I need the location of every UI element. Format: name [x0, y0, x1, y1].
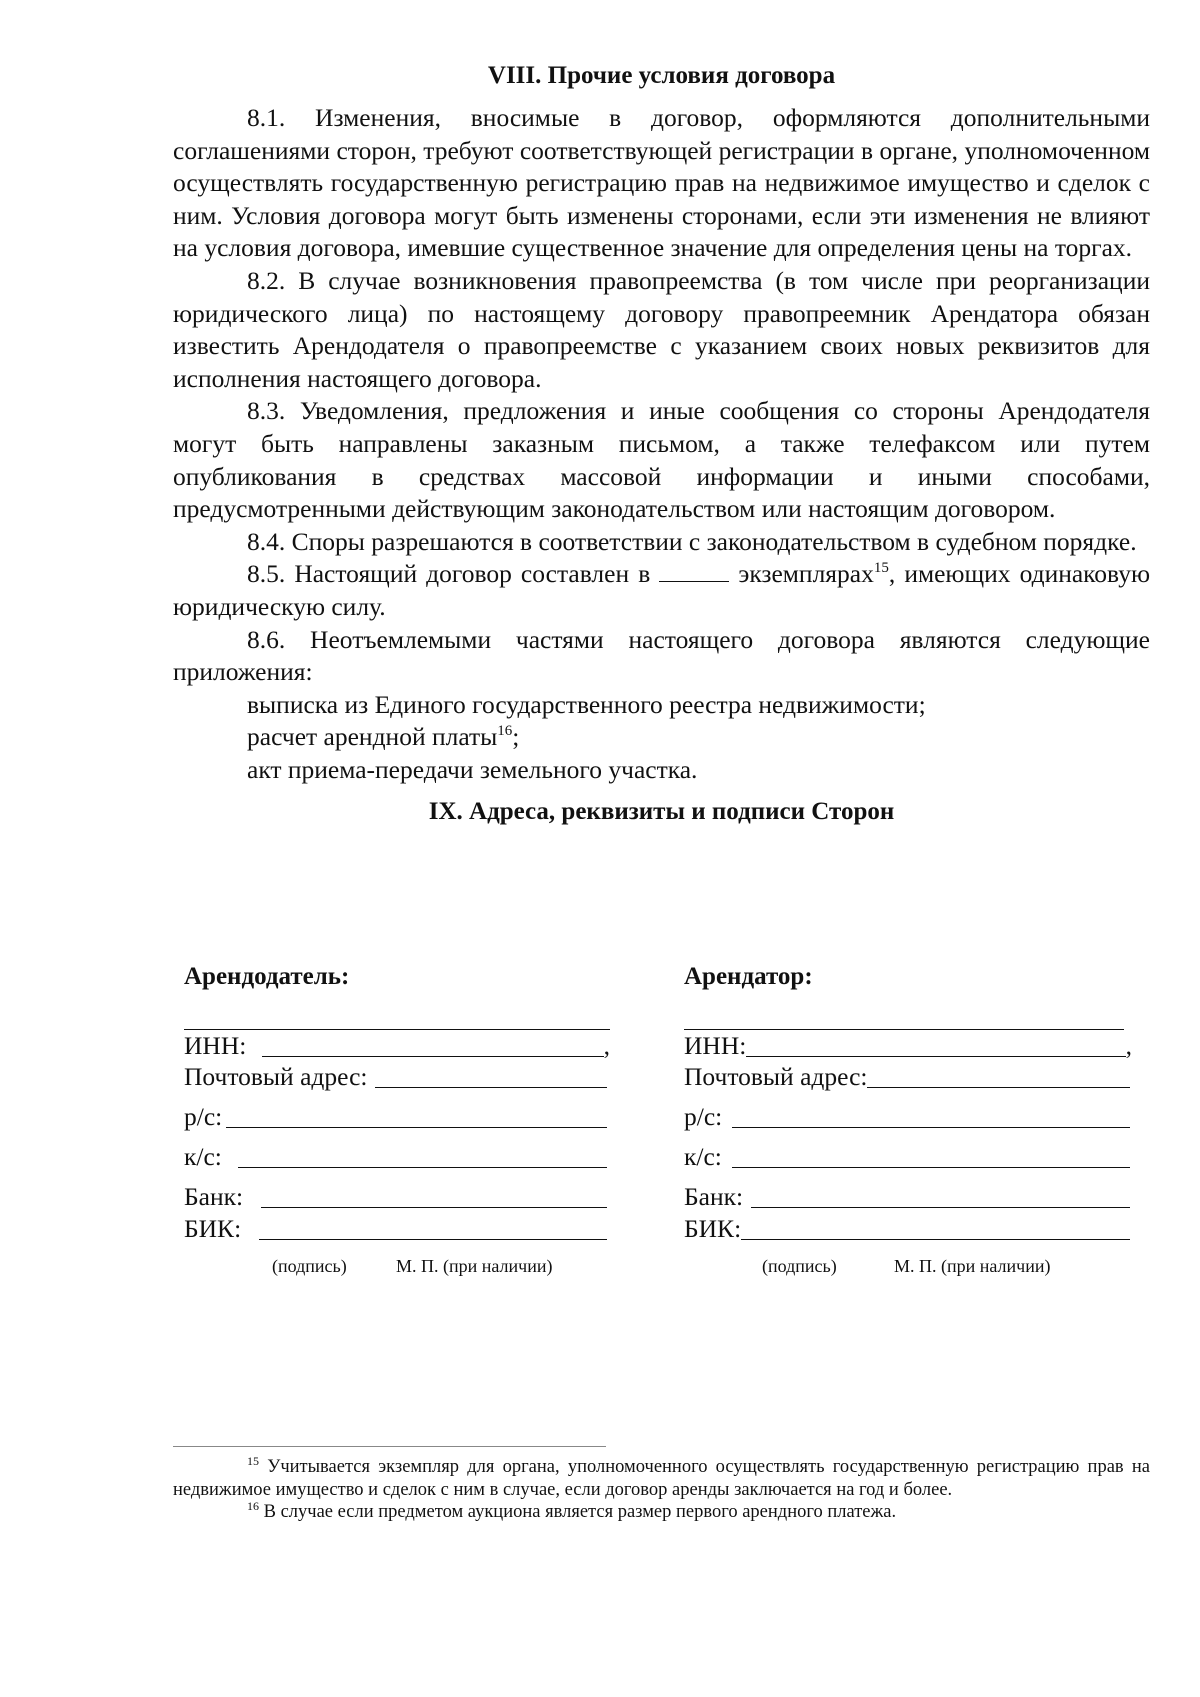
clause-8-4: 8.4. Споры разрешаются в соответствии с законодательством в судебном порядке. [247, 526, 1137, 556]
footnotes [173, 1456, 1150, 1524]
landlord-stamp-caption: М. П. (при наличии) [396, 1256, 553, 1276]
landlord-postal-field [184, 1062, 607, 1092]
tenant-postal-field [684, 1062, 1130, 1092]
landlord-rs-field [184, 1102, 607, 1132]
clause-8-5-start: 8.5. Настоящий договор составлен в [247, 559, 660, 589]
clause-8-2: 8.2. В случае возникновения правопреемства (в том числе при реорганизации юридического лица) по настоящему договору правопреемник Арендатора обязан известить Арендодателя о правопреемстве с указанием своих новых реквизитов для исполнения настоящего договора. [173, 265, 1150, 393]
clause-8-3: 8.3. Уведомления, предложения и иные сообщения со стороны Арендодателя могут быть направлены заказным письмом, а также телефаксом или путем опубликования в средствах массовой информации и иными способами, предусмотренными действующим законодательством или настоящим договором. [173, 396, 1150, 524]
footnote-separator [173, 1446, 606, 1447]
footnote-15 [173, 1456, 1150, 1501]
landlord-inn-field [184, 1031, 610, 1061]
landlord-ks-line [238, 1143, 607, 1168]
tenant-postal-line [867, 1063, 1130, 1088]
landlord-bik-field [184, 1214, 607, 1244]
tenant-ks-field [684, 1142, 1130, 1172]
tenant-bik-line [741, 1215, 1130, 1240]
landlord-bank-line [261, 1183, 607, 1208]
tenant-ks-line [732, 1143, 1130, 1168]
tenant-inn-label: ИНН: [684, 1031, 747, 1060]
tenant-bank-line [751, 1183, 1130, 1208]
landlord-bik-line [259, 1215, 607, 1240]
tenant-bank-field [684, 1182, 1130, 1212]
copies-count-blank [659, 561, 729, 582]
landlord-rs-line [226, 1103, 607, 1128]
clause-8-5 [173, 558, 1150, 623]
footnote-15-number: 15 [247, 1454, 259, 1468]
landlord-bank-field [184, 1182, 607, 1212]
appendix-item-2-end: ; [512, 722, 520, 752]
landlord-postal-label: Почтовый адрес: [184, 1062, 368, 1091]
footnote-ref-16: 16 [497, 723, 513, 740]
tenant-signature-caption: (подпись) [762, 1256, 837, 1276]
tenant-inn-field [684, 1031, 1132, 1061]
tenant-rs-field [684, 1102, 1130, 1132]
landlord-postal-line [375, 1063, 607, 1088]
tenant-inn-line [746, 1032, 1125, 1057]
section-9-title: IX. Адреса, реквизиты и подписи Сторон [428, 798, 895, 826]
clause-8-5-middle: экземплярах [729, 559, 874, 589]
landlord-signature-caption: (подпись) [272, 1256, 347, 1276]
landlord-name-line [184, 1028, 610, 1030]
tenant-stamp-caption: М. П. (при наличии) [894, 1256, 1051, 1276]
clause-8-5-end: , имеющих одинаковую юридическую силу. [173, 559, 1150, 621]
document-body [173, 50, 1150, 838]
landlord-bik-label: БИК: [184, 1214, 242, 1243]
tenant-rs-line [732, 1103, 1130, 1128]
footnote-ref-15: 15 [873, 560, 889, 577]
section-8-title: VIII. Прочие условия договора [487, 62, 836, 89]
tenant-name-line [684, 1028, 1124, 1030]
footnote-16-text: В случае если предметом аукциона является размер первого арендного платежа. [259, 1502, 897, 1522]
tenant-bik-label: БИК: [684, 1214, 742, 1243]
landlord-inn-line [262, 1032, 603, 1057]
appendix-item-2-text: расчет арендной платы [247, 722, 498, 752]
tenant-inn-comma: , [1125, 1031, 1132, 1060]
appendix-item-2 [173, 721, 1150, 754]
landlord-bank-label: Банк: [184, 1182, 244, 1211]
tenant-bik-field [684, 1214, 1130, 1244]
tenant-bank-label: Банк: [684, 1182, 744, 1211]
footnote-15-text: Учитывается экземпляр для органа, уполномоченного осуществлять государственную регистрацию прав на недвижимое имущество и сделок с ним в случае, если договор аренды заключается на год и более. [173, 1457, 1150, 1500]
tenant-postal-label: Почтовый адрес: [684, 1062, 868, 1091]
clause-8-1: 8.1. Изменения, вносимые в договор, оформляются дополнительными соглашениями сторон, требуют соответствующей регистрации в органе, уполномоченном осуществлять государственную регистрацию прав на недвижимое имущество и сделок с ним. Условия договора могут быть изменены сторонами, если эти изменения не влияют на условия договора, имевшие существенное значение для определения цены на торгах. [173, 103, 1150, 263]
landlord-inn-comma: , [603, 1031, 610, 1060]
tenant-title: Арендатор: [684, 963, 813, 990]
landlord-inn-label: ИНН: [184, 1031, 247, 1060]
tenant-ks-label: к/с: [684, 1142, 722, 1171]
landlord-rs-label: р/с: [184, 1102, 223, 1131]
footnote-16 [173, 1501, 1150, 1524]
clause-8-6: 8.6. Неотъемлемыми частями настоящего договора являются следующие приложения: [173, 624, 1150, 687]
landlord-title: Арендодатель: [184, 963, 350, 990]
appendix-item-1: выписка из Единого государственного реестра недвижимости; [247, 689, 926, 719]
landlord-ks-field [184, 1142, 607, 1172]
footnote-16-number: 16 [247, 1499, 259, 1513]
landlord-ks-label: к/с: [184, 1142, 222, 1171]
appendix-item-3: акт приема-передачи земельного участка. [247, 754, 698, 784]
tenant-rs-label: р/с: [684, 1102, 723, 1131]
